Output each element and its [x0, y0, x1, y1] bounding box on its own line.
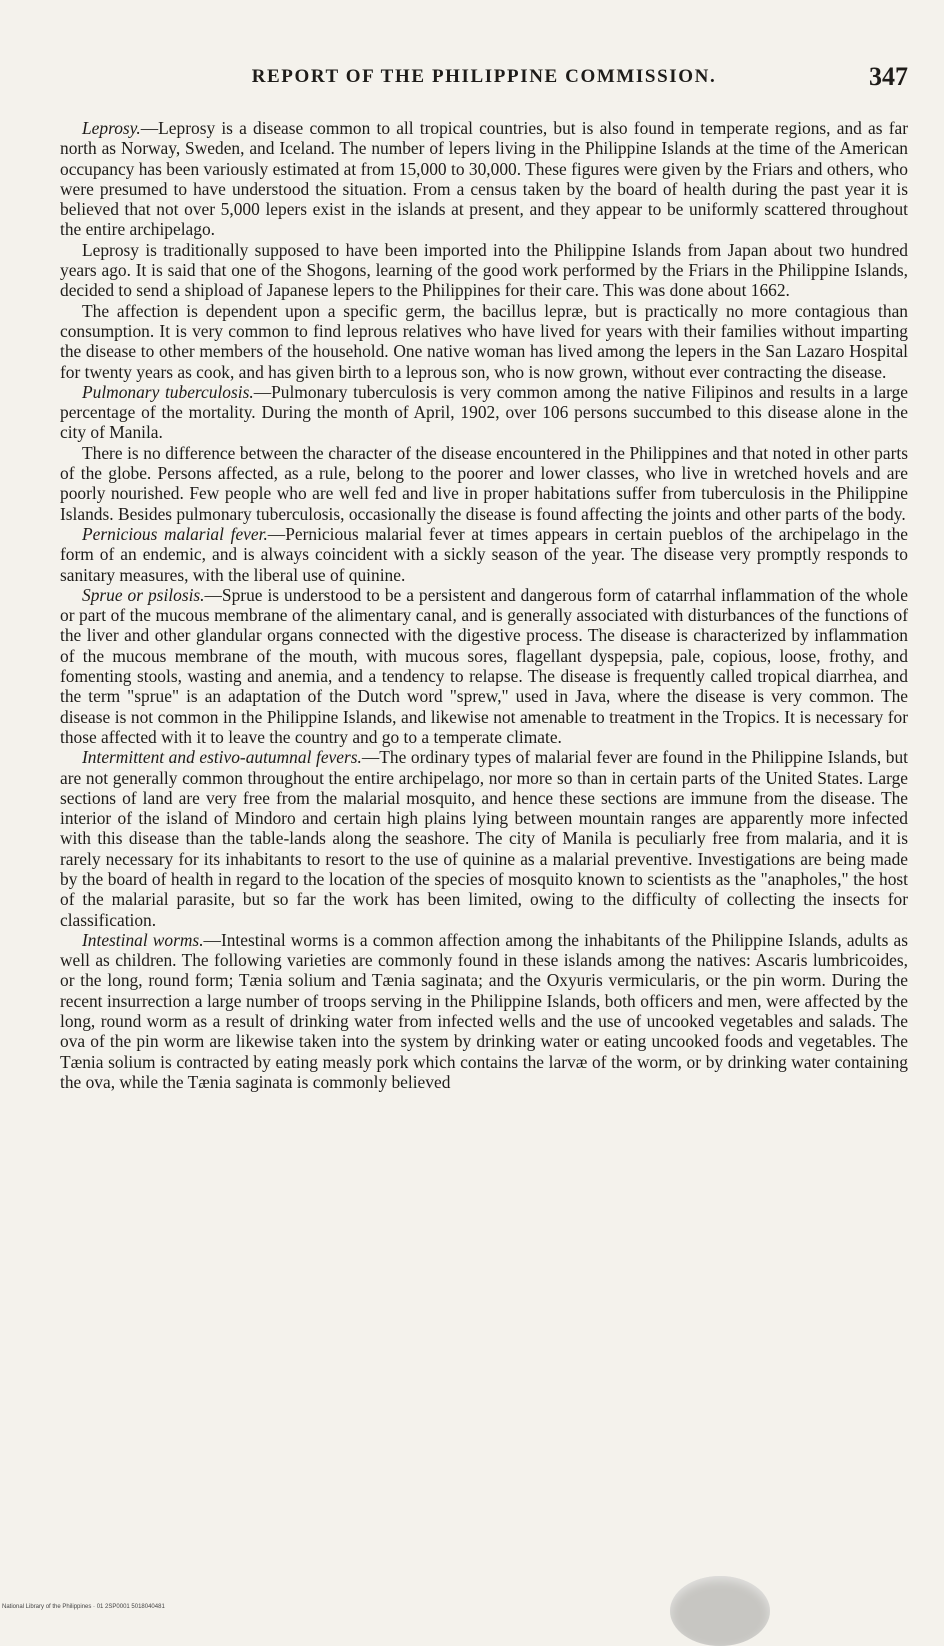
- page-header: [60, 62, 908, 92]
- page-body: [60, 118, 908, 1092]
- paragraph: [60, 443, 908, 524]
- page-number: 347: [869, 62, 908, 91]
- paragraph: [60, 301, 908, 382]
- paragraph-text: —Intestinal worms is a common affection among the inhabitants of the Philippine Islands, adults as well as children. The following varieties are commonly found in these islands among the natives: Ascaris lumbricoides, or the long, round form; Tænia solium and Tænia saginata; and the Oxyuris vermicularis, or the pin worm. During the recent insurrection a large number of troops serving in the Philippine Islands, both officers and men, were affected by the long, round worm as a result of drinking water from infected wells and the use of uncooked vegetables and salads. The ova of the pin worm are likewise taken into the system by drinking water or eating uncooked foods and vegetables. The Tænia solium is contracted by eating measly pork which contains the larvæ of the worm, or by drinking water containing the ova, while the Tænia saginata is commonly believed: [60, 929, 908, 1092]
- running-head: REPORT OF THE PHILIPPINE COMMISSION.: [251, 66, 717, 87]
- section-heading: Intermittent and estivo-autumnal fevers.: [82, 747, 362, 768]
- paragraph-text: The affection is dependent upon a specific germ, the bacillus lepræ, but is practically no more contagious than consumption. It is very common to find leprous relatives who have lived for years with their families without imparting the disease to other members of the household. One native woman has lived among the lepers in the San Lazaro Hospital for twenty years as cook, and has given birth to a leprous son, who is now grown, without ever contracting the disease.: [60, 300, 908, 382]
- section-heading: Pulmonary tuberculosis.: [82, 381, 254, 402]
- paragraph: [60, 930, 908, 1092]
- paragraph-text: —Pernicious malarial fever at times appears in certain pueblos of the archipelago in the form of an endemic, and is always coincident with a sickly season of the year. The disease very promptly responds to sanitary measures, with the liberal use of quinine.: [60, 523, 908, 585]
- paragraph-text: Leprosy is traditionally supposed to have been imported into the Philippine Islands from Japan about two hundred years ago. It is said that one of the Shogons, learning of the good work performed by the Friars in the Philippine Islands, decided to send a shipload of Japanese lepers to the Philippines for their care. This was done about 1662.: [60, 239, 908, 301]
- section-heading: Intestinal worms.: [82, 929, 204, 950]
- paragraph: [60, 585, 908, 747]
- section-heading: Pernicious malarial fever.: [82, 523, 268, 544]
- paragraph-text: —The ordinary types of malarial fever are found in the Philippine Islands, but are not generally common throughout the entire archipelago, nor more so than in certain parts of the United States. Large sections of land are very free from the malarial mosquito, and hence these sections are immune from the disease. The interior of the island of Mindoro and certain high plains lying between mountain ranges are apparently more infected with this disease than the table-lands along the seashore. The city of Manila is peculiarly free from malaria, and it is rarely necessary for its inhabitants to resort to the use of quinine as a malarial preventive. Investigations are being made by the board of health in regard to the location of the species of mosquito known to scientists as the "anapholes," the host of the malarial parasite, but so far the work has been limited, owing to the difficulty of collecting the insects for classification.: [60, 747, 908, 930]
- section-heading: Sprue or psilosis.: [82, 584, 205, 605]
- scanner-thumb-shadow: [670, 1576, 770, 1646]
- paragraph: [60, 747, 908, 930]
- paragraph-text: There is no difference between the character of the disease encountered in the Philippines and that noted in other parts of the globe. Persons affected, as a rule, belong to the poorer and lower classes, who live in wretched hovels and are poorly nourished. Few people who are well fed and live in proper habitations suffer from tuberculosis in the Philippine Islands. Besides pulmonary tuberculosis, occasionally the disease is found affecting the joints and other parts of the body.: [60, 442, 908, 524]
- paragraph-text: —Pulmonary tuberculosis is very common among the native Filipinos and results in a large percentage of the mortality. During the month of April, 1902, over 106 persons succumbed to this disease alone in the city of Manila.: [60, 381, 908, 443]
- paragraph: [60, 382, 908, 443]
- section-heading: Leprosy.: [82, 118, 141, 138]
- paragraph: [60, 240, 908, 301]
- scan-credit: National Library of the Philippines · 01 2SP0001 5018040481: [2, 1604, 165, 1610]
- paragraph: [60, 524, 908, 585]
- paragraph: [60, 118, 908, 240]
- paragraph-text: —Sprue is understood to be a persistent and dangerous form of catarrhal inflammation of the whole or part of the mucous membrane of the alimentary canal, and is generally associated with disturbances of the functions of the liver and other glandular organs connected with the digestive process. The disease is characterized by inflammation of the mucous membrane of the mouth, with mucous sores, flagellant dyspepsia, pale, copious, loose, frothy, and fomenting stools, wasting and anemia, and a tendency to relapse. The disease is frequently called tropical diarrhea, and the term "sprue" is an adaptation of the Dutch word "sprew," used in Java, where the disease is very common. The disease is not common in the Philippine Islands, and likewise not amenable to treatment in the Tropics. It is necessary for those affected with it to leave the country and go to a temperate climate.: [60, 584, 908, 747]
- paragraph-text: —Leprosy is a disease common to all tropical countries, but is also found in temperate regions, and as far north as Norway, Sweden, and Iceland. The number of lepers living in the Philippine Islands at the time of the American occupancy has been variously estimated at from 15,000 to 30,000. These figures were given by the Friars and others, who were presumed to have understood the situation. From a census taken by the board of health during the past year it is believed that not over 5,000 lepers exist in the islands at present, and they appear to be uniformly scattered throughout the entire archipelago.: [60, 118, 908, 240]
